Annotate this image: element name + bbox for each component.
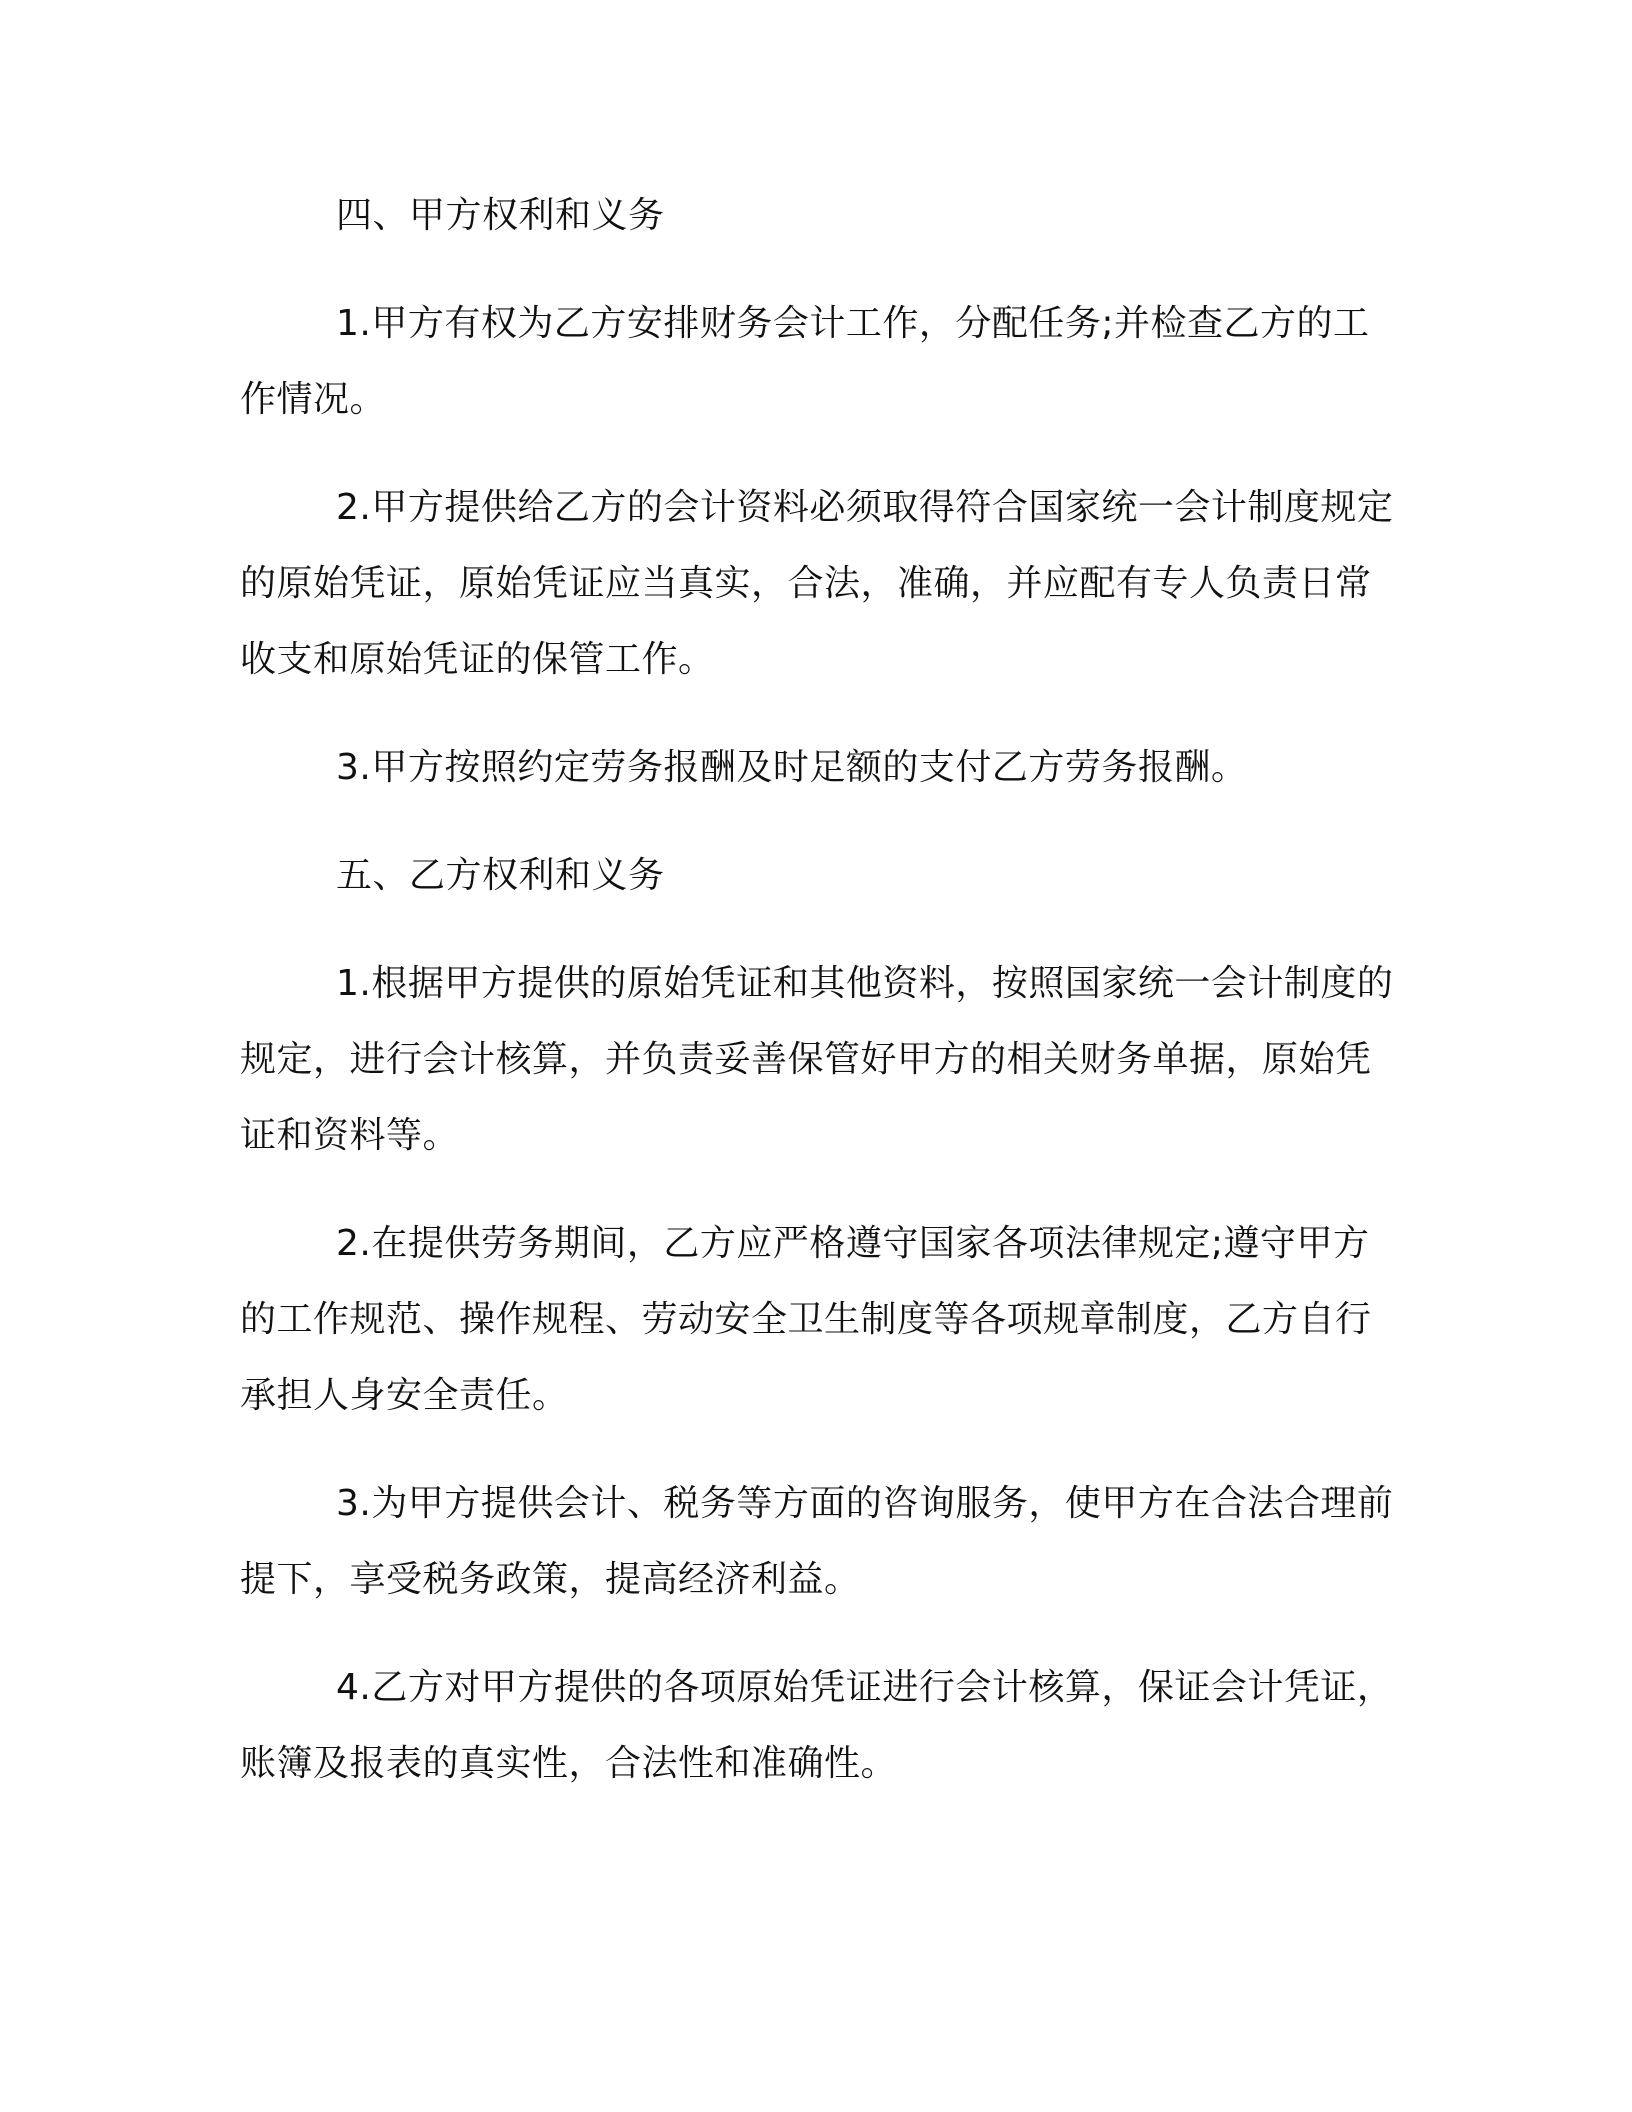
party-a-clause-3: 3.甲方按照约定劳务报酬及时足额的支付乙方劳务报酬。 [336,747,1248,788]
party-b-clause-2: 2.在提供劳务期间，乙方应严格遵守国家各项法律规定;遵守甲方的工作规范、操作规程、劳动安全卫生制度等各项规章制度，乙方自行承担人身安全责任。 [240,1223,1372,1416]
section-heading-party-b: 五、乙方权利和义务 [336,855,665,896]
party-a-clause-1: 1.甲方有权为乙方安排财务会计工作，分配任务;并检查乙方的工作情况。 [240,303,1370,420]
party-b-clause-4: 4.乙方对甲方提供的各项原始凭证进行会计核算，保证会计凭证，账簿及报表的真实性，合法性和准确性。 [240,1667,1394,1784]
document-body [240,178,1400,1802]
party-a-clause-2: 2.甲方提供给乙方的会计资料必须取得符合国家统一会计制度规定的原始凭证，原始凭证应当真实，合法，准确，并应配有专人负责日常收支和原始凭证的保管工作。 [240,487,1394,680]
party-b-clause-1: 1.根据甲方提供的原始凭证和其他资料，按照国家统一会计制度的规定，进行会计核算，并负责妥善保管好甲方的相关财务单据，原始凭证和资料等。 [240,963,1394,1156]
party-b-clause-3: 3.为甲方提供会计、税务等方面的咨询服务，使甲方在合法合理前提下，享受税务政策，提高经济利益。 [240,1483,1394,1600]
section-heading-party-a: 四、甲方权利和义务 [336,195,665,236]
